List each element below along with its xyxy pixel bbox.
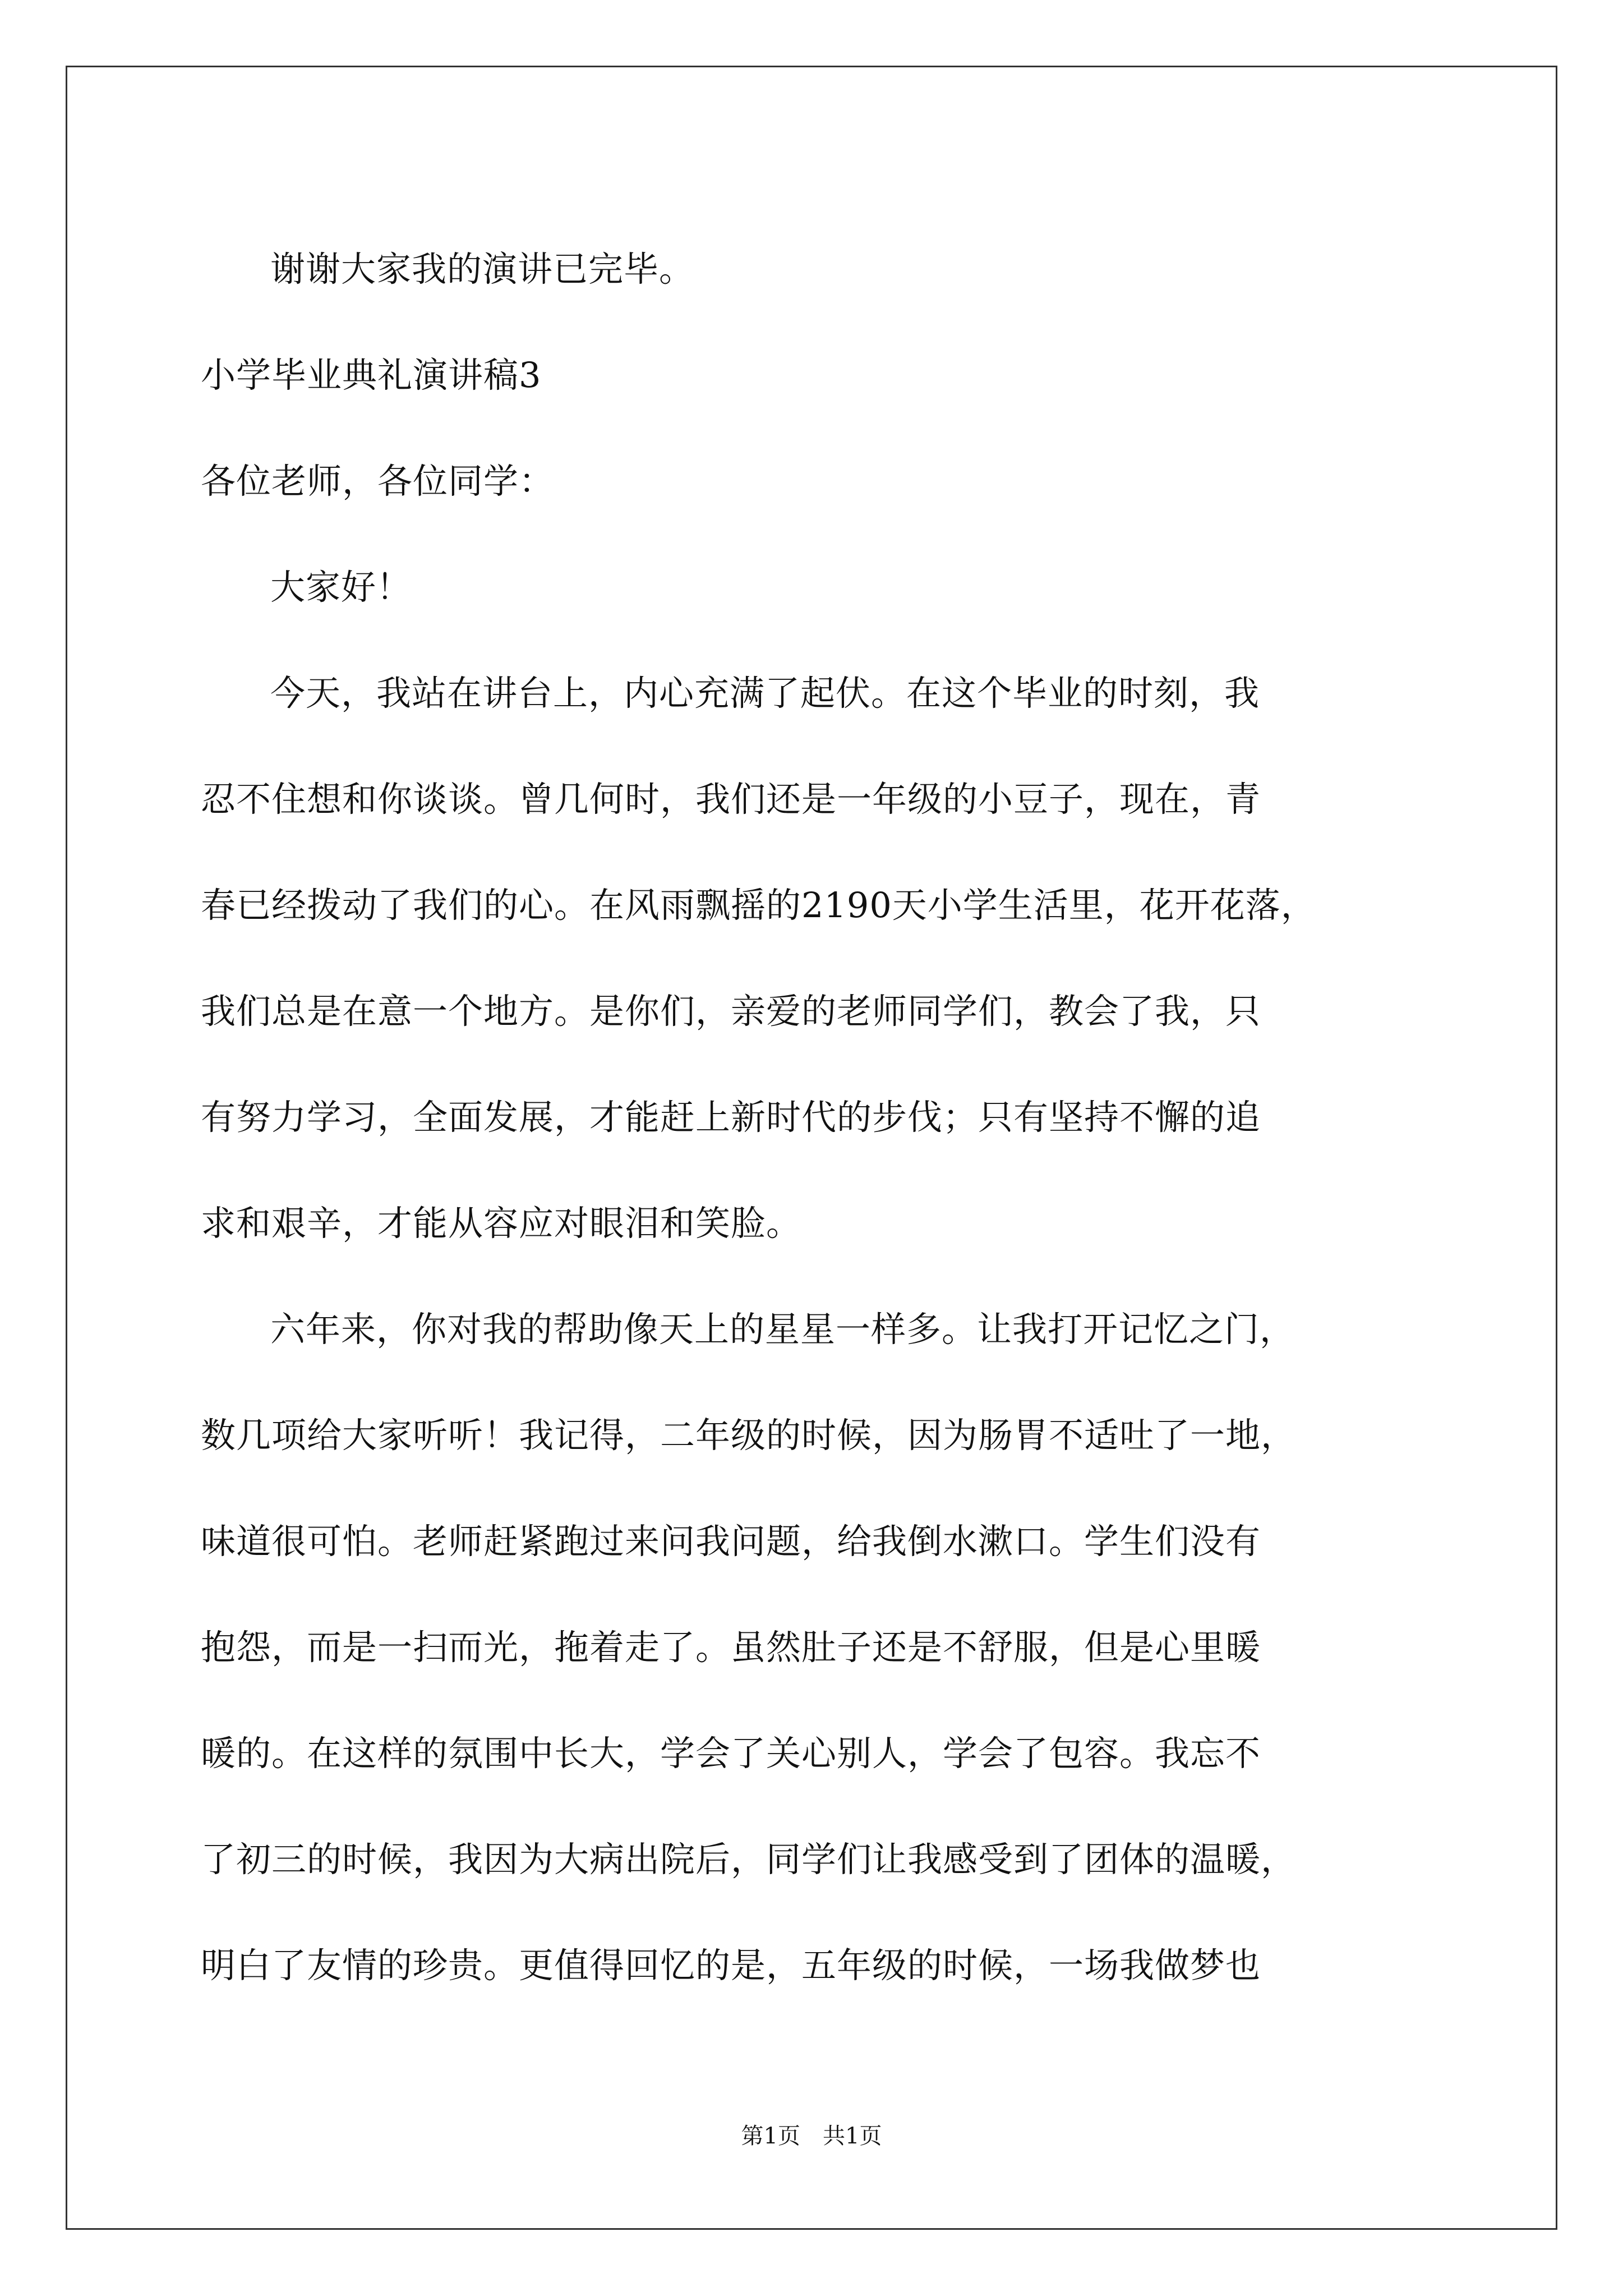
paragraph-line: 六年来，你对我的帮助像天上的星星一样多。让我打开记忆之门，: [270, 1309, 1295, 1350]
paragraph-1: [201, 640, 1429, 1276]
paragraph-line: 味道很可怕。老师赶紧跑过来问我问题，给我倒水漱口。学生们没有: [201, 1521, 1261, 1562]
paragraph-line: 今天，我站在讲台上，内心充满了起伏。在这个毕业的时刻，我: [270, 673, 1260, 714]
paragraph-2: [201, 1276, 1429, 2018]
paragraph-line: 求和艰辛，才能从容应对眼泪和笑脸。: [201, 1203, 802, 1244]
speech-title: 小学毕业典礼演讲稿3: [201, 355, 542, 395]
paragraph-line: 抱怨，而是一扫而光，拖着走了。虽然肚子还是不舒服，但是心里暖: [201, 1627, 1261, 1668]
salutation: 各位老师，各位同学：: [201, 461, 555, 501]
greeting: 大家好！: [270, 567, 412, 608]
page-number: 第1页 共1页: [741, 2123, 882, 2149]
paragraph-line: 忍不住想和你谈谈。曾几何时，我们还是一年级的小豆子，现在，青: [201, 779, 1261, 820]
paragraph-line: 暖的。在这样的氛围中长大，学会了关心别人，学会了包容。我忘不: [201, 1733, 1261, 1774]
document-body: [201, 216, 1429, 2018]
paragraph-line: 我们总是在意一个地方。是你们，亲爱的老师同学们，教会了我，只: [201, 991, 1261, 1032]
paragraph-line: 数几项给大家听听！我记得，二年级的时候，因为肠胃不适吐了一地，: [201, 1415, 1297, 1456]
page-footer: [0, 2119, 1623, 2153]
closing-line: 谢谢大家我的演讲已完毕。: [270, 249, 695, 289]
paragraph-line: 有努力学习，全面发展，才能赶上新时代的步伐；只有坚持不懈的追: [201, 1097, 1261, 1138]
paragraph-line: 了初三的时候，我因为大病出院后，同学们让我感受到了团体的温暖，: [201, 1839, 1297, 1880]
paragraph-line: 明白了友情的珍贵。更值得回忆的是，五年级的时候，一场我做梦也: [201, 1945, 1261, 1986]
paragraph-line: 春已经拨动了我们的心。在风雨飘摇的2190天小学生活里，花开花落，: [201, 885, 1316, 926]
